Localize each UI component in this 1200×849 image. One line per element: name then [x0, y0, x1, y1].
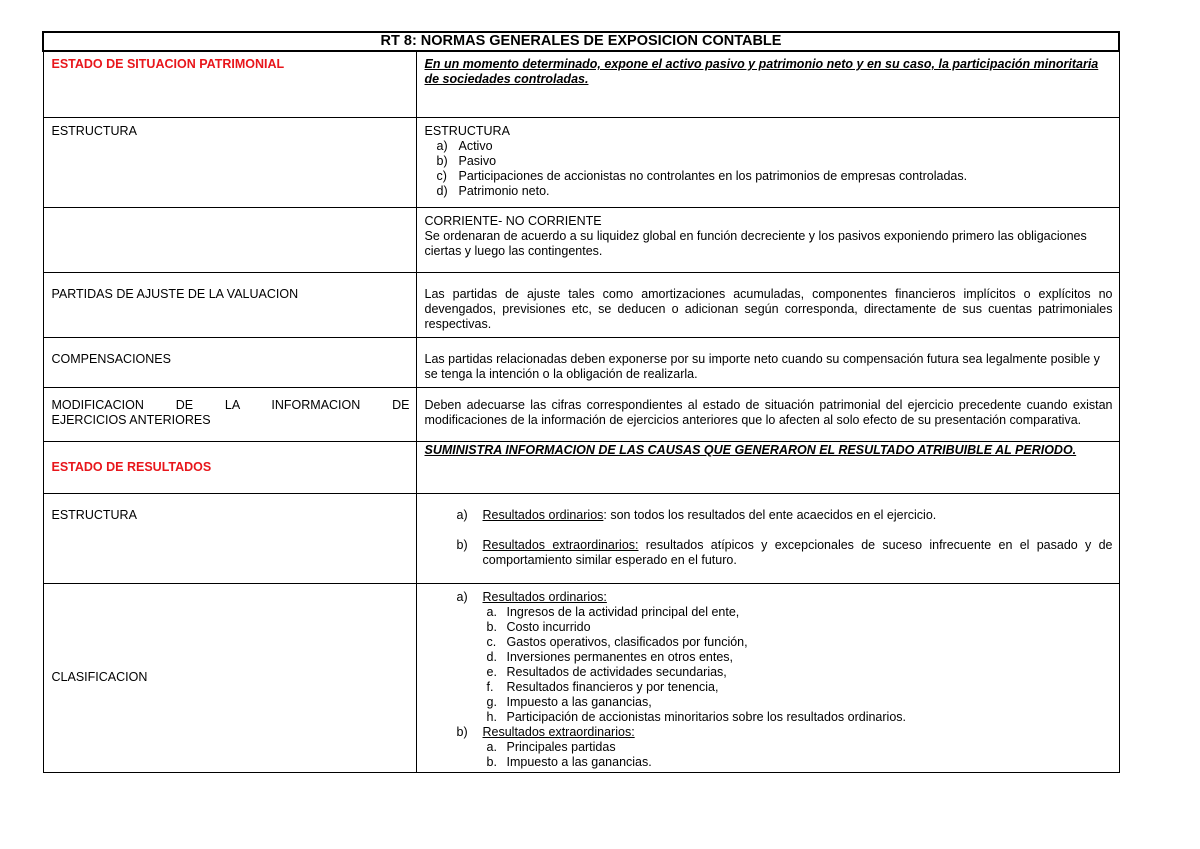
- row-label-esp: ESTADO DE SITUACION PATRIMONIAL: [43, 51, 416, 117]
- list-item: b) Resultados extraordinarios:: [456, 724, 635, 739]
- row-label-estructura: ESTRUCTURA: [43, 117, 416, 207]
- row-content-clasificacion: [416, 583, 1119, 772]
- row-ajuste: [43, 272, 1119, 337]
- row-text-modificacion: Deben adecuarse las cifras correspondientes al estado de situación patrimonial del ejercicio precedente cuando existan modificaciones de la información de ejercicios anteriores que lo afecten al solo efecto de su presentación comparativa.: [416, 387, 1119, 441]
- list-item: c. Gastos operativos, clasificados por función,: [486, 634, 748, 649]
- list-item: a. Principales partidas: [486, 739, 616, 754]
- row-text-compensaciones: Las partidas relacionadas deben exponerse por su importe neto cuando su compensación futura sea legalmente posible y se tenga la intención o la obligación de realizarla.: [416, 337, 1119, 387]
- row-er-estructura: [43, 493, 1119, 583]
- row-text-er: SUMINISTRA INFORMACION DE LAS CAUSAS QUE GENERARON EL RESULTADO ATRIBUIBLE AL PERIODO.: [416, 441, 1119, 493]
- list-item: a) Activo: [436, 138, 493, 153]
- row-modificacion: [43, 387, 1119, 441]
- corriente-text: Se ordenaran de acuerdo a su liquidez global en función decreciente y los pasivos exponiendo primero las obligaciones ciertas y luego las contingentes.: [424, 228, 1087, 258]
- row-text-ajuste: Las partidas de ajuste tales como amortizaciones acumuladas, componentes financieros implícitos o explícitos no devengados, previsiones etc, se deducen o adicionan según corresponda, directamente de sus cuentas patrimoniales respectivas.: [416, 272, 1119, 337]
- row-corriente: [43, 207, 1119, 272]
- ordinarios-list: [425, 605, 1113, 725]
- row-content-estructura: [416, 117, 1119, 207]
- row-label-clasificacion: CLASIFICACION: [43, 583, 416, 772]
- list-item: d. Inversiones permanentes en otros entes,: [486, 649, 734, 664]
- list-item: b) Pasivo: [436, 153, 497, 168]
- modificacion-label-line2: EJERCICIOS ANTERIORES: [51, 412, 211, 427]
- row-estructura: [43, 117, 1119, 207]
- row-text-esp: En un momento determinado, expone el activo pasivo y patrimonio neto y en su caso, la participación minoritaria de sociedades controladas.: [416, 51, 1119, 117]
- list-item: d) Patrimonio neto.: [436, 183, 550, 198]
- list-item: a) Resultados ordinarios:: [456, 589, 607, 604]
- norms-table: [42, 31, 1120, 773]
- row-label-er-estructura: ESTRUCTURA: [43, 493, 416, 583]
- list-item: a) Resultados ordinarios: son todos los resultados del ente acaecidos en el ejercicio.: [456, 507, 937, 522]
- row-content-corriente: [416, 207, 1119, 272]
- document-title: RT 8: NORMAS GENERALES DE EXPOSICION CONTABLE: [43, 32, 1119, 51]
- row-label-corriente: [43, 207, 416, 272]
- estructura-list: [425, 139, 1113, 199]
- extraordinarios-list: [425, 740, 1113, 770]
- row-label-er: ESTADO DE RESULTADOS: [43, 441, 416, 493]
- list-item: e. Resultados de actividades secundarias,: [486, 664, 727, 679]
- row-er: [43, 441, 1119, 493]
- list-item: b. Costo incurrido: [486, 619, 591, 634]
- list-item: a. Ingresos de la actividad principal del ente,: [486, 604, 740, 619]
- row-clasificacion: [43, 583, 1119, 772]
- list-item: f. Resultados financieros y por tenencia,: [486, 679, 719, 694]
- list-item: h. Participación de accionistas minoritarios sobre los resultados ordinarios.: [486, 709, 906, 724]
- estructura-heading: ESTRUCTURA: [424, 123, 510, 138]
- corriente-heading: CORRIENTE- NO CORRIENTE: [424, 213, 602, 228]
- list-item: b) Resultados extraordinarios: resultados atípicos y excepcionales de suceso infrecuente en el pasado y de comportamiento similar esperado en el futuro.: [456, 537, 1113, 567]
- row-label-ajuste: PARTIDAS DE AJUSTE DE LA VALUACION: [43, 272, 416, 337]
- list-item: g. Impuesto a las ganancias,: [486, 694, 652, 709]
- list-item: b. Impuesto a las ganancias.: [486, 754, 652, 769]
- row-label-modificacion: [43, 387, 416, 441]
- row-compensaciones: [43, 337, 1119, 387]
- modificacion-label-line1: MODIFICACION DE LA INFORMACION DE: [51, 397, 410, 412]
- title-row: [43, 32, 1119, 51]
- row-esp: [43, 51, 1119, 117]
- row-label-compensaciones: COMPENSACIONES: [43, 337, 416, 387]
- row-content-er-estructura: [416, 493, 1119, 583]
- list-item: c) Participaciones de accionistas no controlantes en los patrimonios de empresas controladas.: [436, 168, 968, 183]
